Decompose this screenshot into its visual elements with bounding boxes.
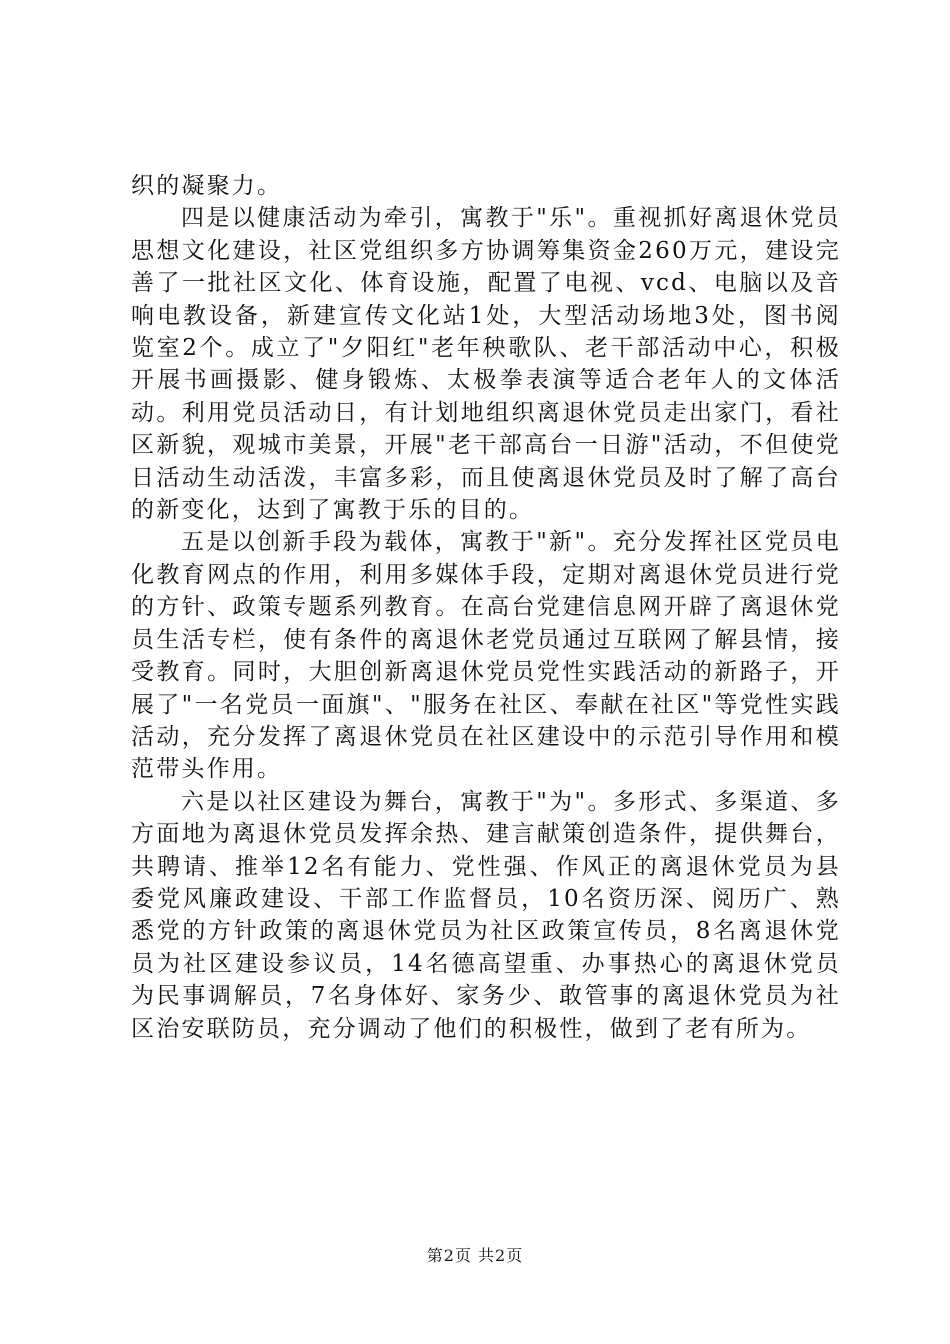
paragraph-health-activities: 四是以健康活动为牵引，寓教于"乐"。重视抓好离退休党员思想文化建设，社区党组织多方协调筹集资金260万元，建设完善了一批社区文化、体育设施，配置了电视、vcd、电脑以及音响电教设备，新建宣传文化站1处，大型活动场地3处，图书阅览室2个。成立了"夕阳红"老年秧歌队、老干部活动中心，积极开展书画摄影、健身锻炼、太极拳表演等适合老年人的文体活动。利用党员活动日，有计划地组织离退休党员走出家门，看社区新貌，观城市美景，开展"老干部高台一日游"活动，不但使党日活动生动活泼，丰富多彩，而且使离退休党员及时了解了高台的新变化，达到了寓教于乐的目的。 <box>131 205 841 524</box>
document-body <box>131 170 841 1045</box>
page-number-footer: 第2页 共2页 <box>426 1246 524 1265</box>
paragraph-community-stage: 六是以社区建设为舞台，寓教于"为"。多形式、多渠道、多方面地为离退休党员发挥余热、建言献策创造条件，提供舞台，共聘请、推举12名有能力、党性强、作风正的离退休党员为县委党风廉政建设、干部工作监督员，10名资历深、阅历广、熟悉党的方针政策的离退休党员为社区政策宣传员，8名离退休党员为社区建设参议员，14名德高望重、办事热心的离退休党员为民事调解员，7名身体好、家务少、敢管事的离退休党员为社区治安联防员，充分调动了他们的积极性，做到了老有所为。 <box>131 788 841 1042</box>
paragraph-innovation-means: 五是以创新手段为载体，寓教于"新"。充分发挥社区党员电化教育网点的作用，利用多媒体手段，定期对离退休党员进行党的方针、政策专题系列教育。在高台党建信息网开辟了离退休党员生活专栏，使有条件的离退休老党员通过互联网了解县情，接受教育。同时，大胆创新离退休党员党性实践活动的新路子，开展了"一名党员一面旗"、"服务在社区、奉献在社区"等党性实践活动，充分发挥了离退休党员在社区建设中的示范引导作用和模范带头作用。 <box>131 529 841 783</box>
paragraph-continuation: 织的凝聚力。 <box>131 173 283 199</box>
